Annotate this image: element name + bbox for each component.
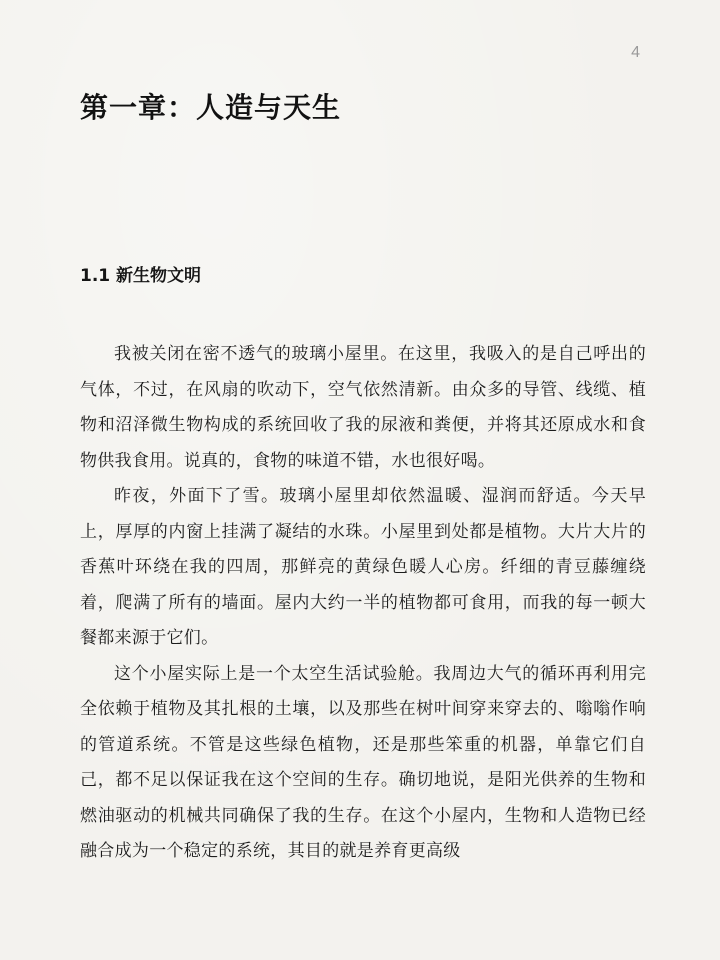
section-title: 1.1 新生物文明 [80, 266, 202, 286]
paragraph-1: 我被关闭在密不透气的玻璃小屋里。在这里，我吸入的是自己呼出的气体，不过，在风扇的吹动下，空气依然清新。由众多的导管、线缆、植物和沼泽微生物构成的系统回收了我的尿液和粪便，并将其还原成水和食物供我食用。说真的，食物的味道不错，水也很好喝。 [80, 344, 646, 471]
body-text [80, 337, 646, 870]
paragraph-3: 这个小屋实际上是一个太空生活试验舱。我周边大气的循环再利用完全依赖于植物及其扎根的土壤，以及那些在树叶间穿来穿去的、嗡嗡作响的管道系统。不管是这些绿色植物，还是那些笨重的机器，单靠它们自己，都不足以保证我在这个空间的生存。确切地说，是阳光供养的生物和燃油驱动的机械共同确保了我的生存。在这个小屋内，生物和人造物已经融合成为一个稳定的系统，其目的就是养育更高级 [80, 663, 646, 861]
page-number: 4 [631, 44, 640, 61]
paragraph-2: 昨夜，外面下了雪。玻璃小屋里却依然温暖、湿润而舒适。今天早上，厚厚的内窗上挂满了凝结的水珠。小屋里到处都是植物。大片大片的香蕉叶环绕在我的四周，那鲜亮的黄绿色暖人心房。纤细的青豆藤缠绕着，爬满了所有的墙面。屋内大约一半的植物都可食用，而我的每一顿大餐都来源于它们。 [80, 486, 646, 648]
chapter-title: 第一章：人造与天生 [80, 91, 342, 124]
